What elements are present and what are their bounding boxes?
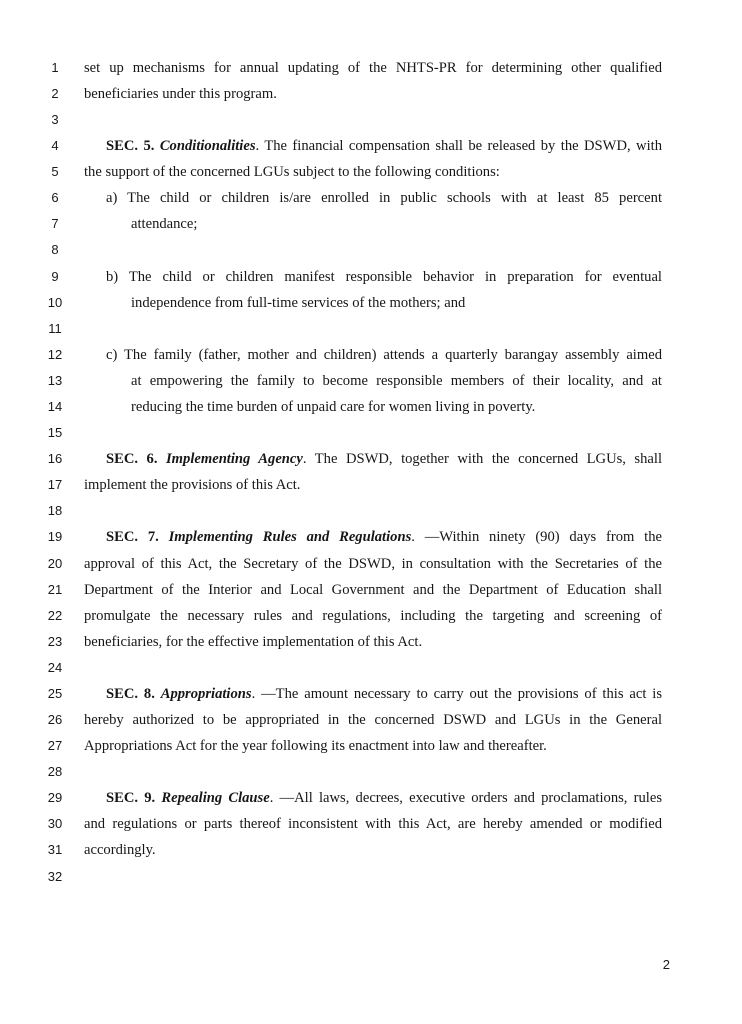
line-number: 4: [51, 138, 59, 153]
line-number: 15: [47, 425, 63, 440]
section-number: SEC. 7.: [106, 529, 159, 545]
section-text: . —The amount necessary to carry out the provisions of this act is: [251, 686, 662, 702]
text-line: promulgate the necessary rules and regulations, including the targeting and screening of: [84, 608, 662, 624]
line-number: 29: [47, 790, 63, 805]
line-number: 19: [47, 529, 63, 544]
section-text: . —All laws, decrees, executive orders and proclamations, rules: [269, 790, 663, 806]
line-number: 21: [47, 582, 63, 597]
section-heading-line: [106, 137, 662, 155]
line-number: 27: [47, 738, 63, 753]
line-number: 12: [47, 347, 63, 362]
line-number: 30: [47, 816, 63, 831]
text-line: Department of the Interior and Local Government and the Department of Education shall: [84, 582, 662, 598]
section-heading-line: [106, 789, 662, 807]
line-number: 10: [47, 295, 63, 310]
line-number: 1: [51, 60, 59, 75]
line-number: 6: [51, 190, 59, 205]
line-number: 3: [51, 112, 59, 127]
text-line: approval of this Act, the Secretary of the DSWD, in consultation with the Secretaries of the: [84, 556, 662, 572]
line-number: 17: [47, 477, 63, 492]
line-number: 24: [47, 660, 63, 675]
section-number: SEC. 8.: [106, 686, 155, 702]
text-line: hereby authorized to be appropriated in the concerned DSWD and LGUs in the General: [84, 712, 662, 728]
section-text: . The DSWD, together with the concerned LGUs, shall: [302, 451, 663, 467]
line-number: 28: [47, 764, 63, 779]
line-number: 23: [47, 634, 63, 649]
list-item-a: a) The child or children is/are enrolled in public schools with at least 85 percent: [106, 190, 662, 206]
section-number: SEC. 9.: [106, 790, 156, 806]
line-number: 26: [47, 712, 63, 727]
section-title: Appropriations: [160, 686, 252, 702]
section-title: Conditionalities: [159, 138, 256, 154]
line-number: 20: [47, 556, 63, 571]
text-line: the support of the concerned LGUs subject to the following conditions:: [84, 164, 500, 180]
line-number: 22: [47, 608, 63, 623]
text-line: reducing the time burden of unpaid care for women living in poverty.: [131, 399, 536, 415]
page-number: 2: [662, 957, 670, 972]
section-heading-line: [106, 528, 662, 546]
text-line: independence from full-time services of the mothers; and: [131, 295, 466, 311]
line-number: 11: [48, 321, 62, 336]
section-number: SEC. 5.: [106, 138, 155, 154]
list-item-b: b) The child or children manifest responsible behavior in preparation for eventual: [106, 269, 662, 285]
text-line: implement the provisions of this Act.: [84, 477, 301, 493]
line-number: 16: [47, 451, 63, 466]
line-number: 9: [51, 269, 59, 284]
section-text: . The financial compensation shall be released by the DSWD, with: [255, 138, 662, 154]
text-line: accordingly.: [84, 842, 156, 858]
section-title: Repealing Clause: [161, 790, 270, 806]
section-title: Implementing Rules and Regulations: [168, 529, 412, 545]
line-number: 25: [47, 686, 63, 701]
section-number: SEC. 6.: [106, 451, 158, 467]
line-number: 32: [47, 869, 63, 884]
line-number: 14: [47, 399, 63, 414]
line-number: 8: [51, 242, 59, 257]
text-line: beneficiaries under this program.: [84, 86, 277, 102]
section-heading-line: [106, 450, 662, 468]
section-title: Implementing Agency: [166, 451, 303, 467]
line-number: 13: [47, 373, 63, 388]
text-line: Appropriations Act for the year following its enactment into law and thereafter.: [84, 738, 547, 754]
line-number: 18: [47, 503, 63, 518]
list-item-c: c) The family (father, mother and children) attends a quarterly barangay assembly aimed: [106, 347, 662, 363]
section-heading-line: [106, 685, 662, 703]
line-number: 2: [51, 86, 59, 101]
line-number: 7: [51, 216, 59, 231]
line-number: 5: [51, 164, 59, 179]
text-line: beneficiaries, for the effective implementation of this Act.: [84, 634, 423, 650]
text-line: and regulations or parts thereof inconsistent with this Act, are hereby amended or modified: [84, 816, 662, 832]
section-text: . —Within ninety (90) days from the: [411, 529, 662, 545]
text-line: attendance;: [131, 216, 198, 232]
text-line: set up mechanisms for annual updating of the NHTS-PR for determining other qualified: [84, 60, 662, 76]
line-number: 31: [47, 842, 63, 857]
text-line: at empowering the family to become responsible members of their locality, and at: [131, 373, 662, 389]
